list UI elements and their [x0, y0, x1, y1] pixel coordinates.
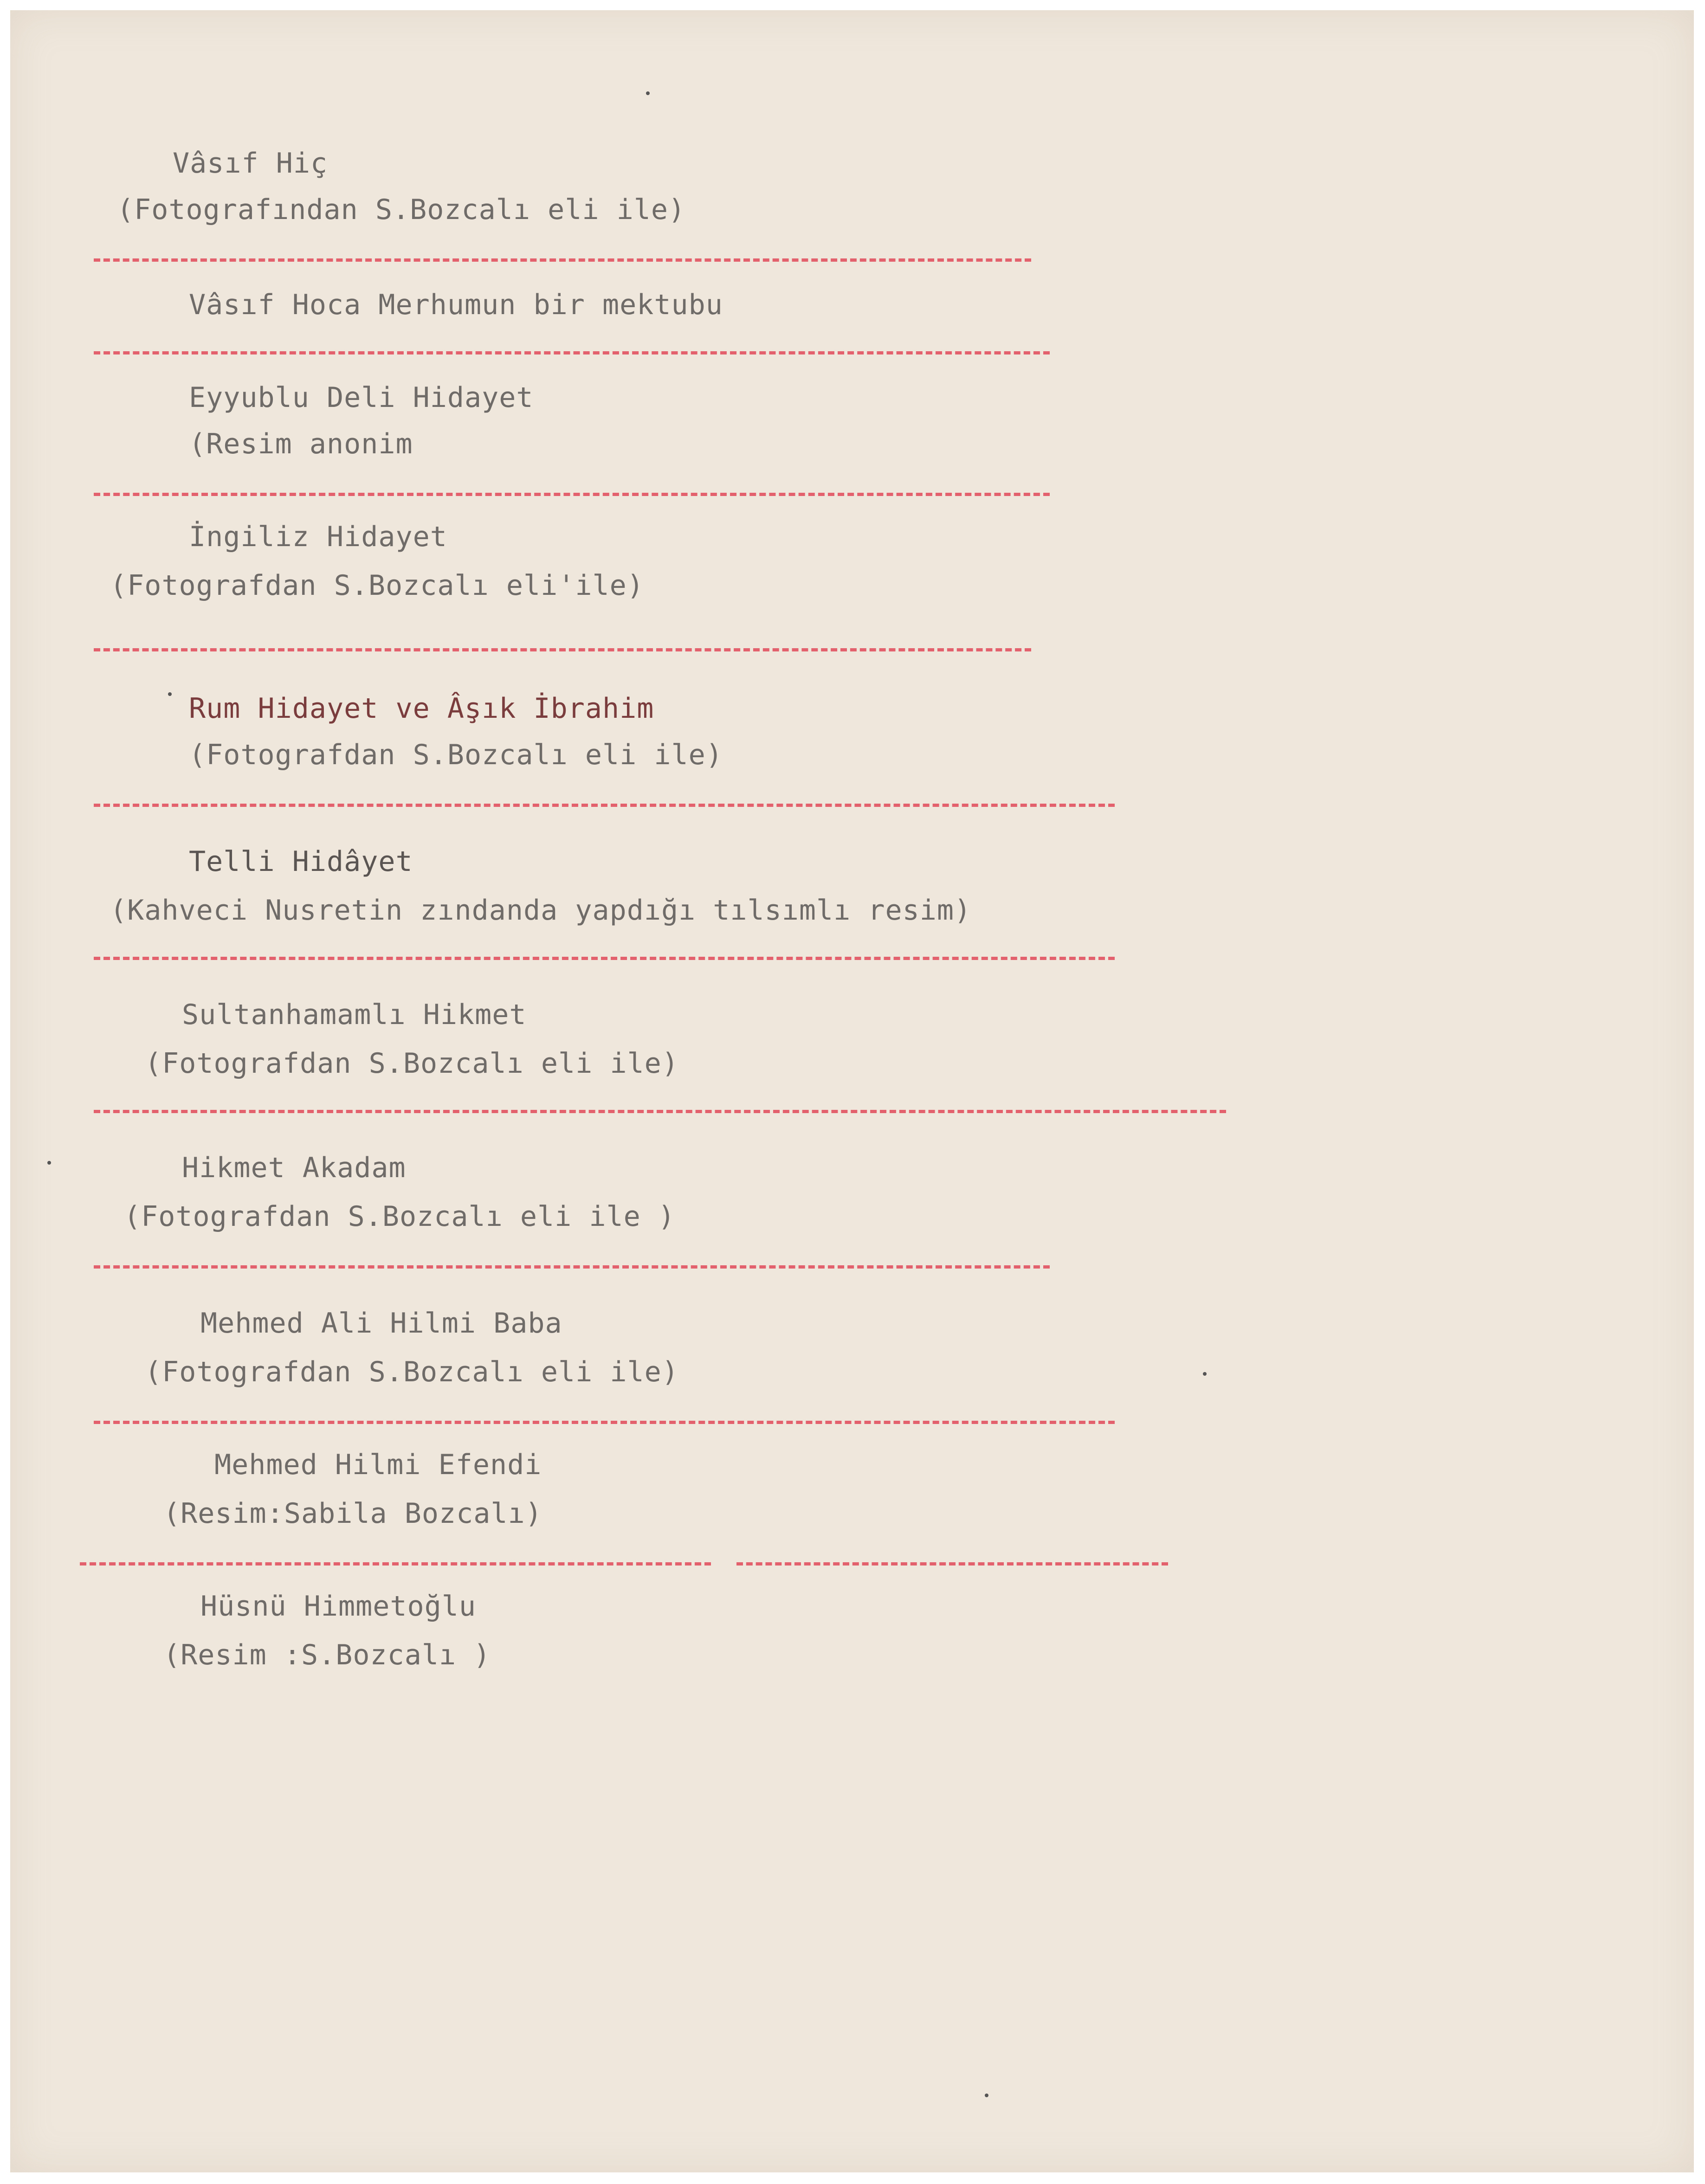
entry-11-caption: (Resim :S.Bozcalı ): [163, 1639, 491, 1671]
paper-speck: [168, 692, 172, 696]
entry-9-caption: (Fotografdan S.Bozcalı eli ile): [145, 1356, 679, 1388]
entry-1-title: Vâsıf Hiç: [173, 147, 328, 180]
entry-3-title: Eyyublu Deli Hidayet: [189, 381, 534, 414]
entry-9-title: Mehmed Ali Hilmi Baba: [200, 1307, 562, 1340]
entry-7-caption: (Fotografdan S.Bozcalı eli ile): [145, 1047, 679, 1080]
separator-6: [94, 957, 1115, 960]
entry-4-caption: (Fotografdan S.Bozcalı eli'ile): [110, 569, 644, 602]
entry-3-caption: (Resim anonim: [189, 428, 413, 460]
separator-3: [94, 493, 1050, 496]
entry-8-title: Hikmet Akadam: [182, 1152, 406, 1184]
entry-6-caption: (Kahveci Nusretin zındanda yapdığı tılsımlı resim): [110, 894, 972, 927]
entry-8-caption: (Fotografdan S.Bozcalı eli ile ): [124, 1200, 675, 1233]
entry-5-caption: (Fotografdan S.Bozcalı eli ile): [189, 739, 723, 771]
paper-speck: [1203, 1372, 1207, 1376]
entry-10-caption: (Resim:Sabila Bozcalı): [163, 1497, 542, 1530]
entry-5-title: Rum Hidayet ve Âşık İbrahim: [189, 692, 654, 725]
entry-11-title: Hüsnü Himmetoğlu: [200, 1590, 476, 1623]
paper-speck: [47, 1161, 51, 1165]
separator-4: [94, 648, 1031, 651]
separator-10b: [736, 1562, 1168, 1566]
entry-7-title: Sultanhamamlı Hikmet: [182, 999, 527, 1031]
separator-1: [94, 258, 1031, 262]
separator-10a: [80, 1562, 711, 1566]
paper-speck: [646, 91, 650, 95]
separator-2: [94, 351, 1050, 354]
separator-8: [94, 1265, 1050, 1269]
entry-2-title: Vâsıf Hoca Merhumun bir mektubu: [189, 289, 723, 321]
separator-5: [94, 804, 1115, 807]
separator-9: [94, 1421, 1115, 1424]
entry-10-title: Mehmed Hilmi Efendi: [214, 1449, 542, 1481]
entry-1-caption: (Fotografından S.Bozcalı eli ile): [117, 193, 686, 226]
typewritten-page: [10, 10, 1694, 2172]
entry-4-title: İngiliz Hidayet: [189, 521, 447, 553]
separator-7: [94, 1110, 1226, 1113]
paper-speck: [985, 2094, 988, 2097]
entry-6-title: Telli Hidâyet: [189, 845, 413, 878]
